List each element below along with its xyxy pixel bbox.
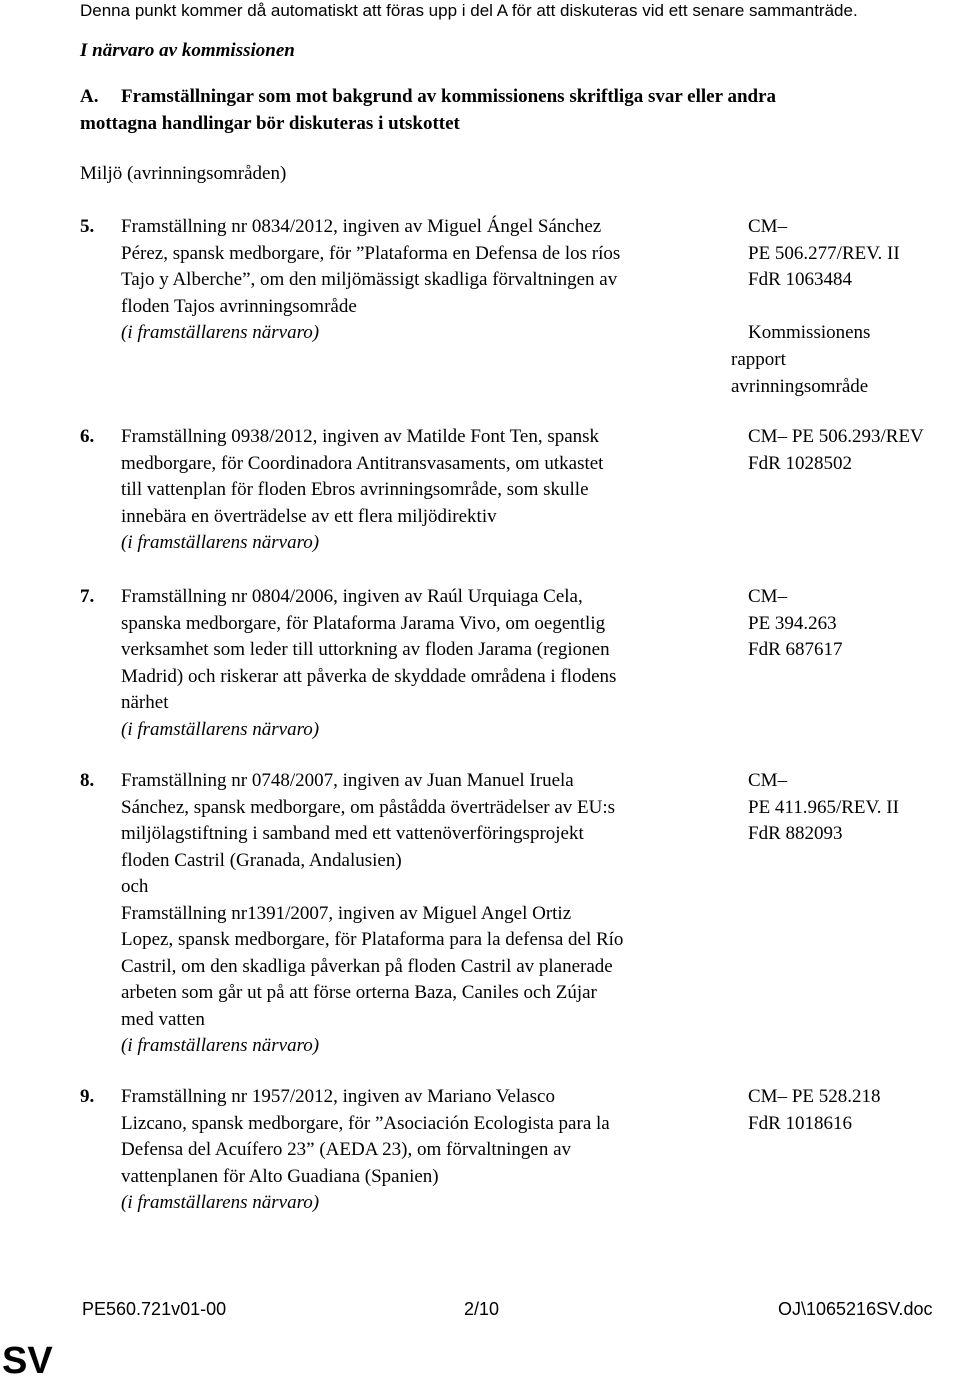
presence-note: (i framställarens närvaro) bbox=[121, 718, 320, 740]
report-line: Kommissionens bbox=[748, 322, 871, 343]
item-line: Framställning nr 0748/2007, ingiven av Juan Manuel Iruela bbox=[121, 770, 574, 791]
item-refs bbox=[748, 768, 899, 848]
presence-note: (i framställarens närvaro) bbox=[121, 1192, 320, 1213]
item-refs bbox=[748, 1084, 881, 1137]
item-line: miljölagstiftning i samband med ett vattenöverföringsprojekt bbox=[121, 823, 584, 844]
ref-line: CM– bbox=[748, 586, 788, 607]
item-number: 7. bbox=[80, 586, 95, 607]
item-line: Framställning nr 0804/2006, ingiven av Raúl Urquiaga Cela, bbox=[121, 586, 583, 607]
ref-line: PE 411.965/REV. II bbox=[748, 796, 899, 818]
item-body bbox=[121, 424, 731, 557]
item-line: Framställning nr1391/2007, ingiven av Miguel Angel Ortiz bbox=[121, 902, 572, 924]
language-code: SV bbox=[2, 1340, 53, 1382]
item-line: Defensa del Acuífero 23” (AEDA 23), om förvaltningen av bbox=[121, 1139, 572, 1160]
item-line: Tajo y Alberche”, om den miljömässigt skadliga förvaltningen av bbox=[121, 269, 618, 290]
ref-line: CM– PE 528.218 bbox=[748, 1086, 881, 1107]
presence-note: (i framställarens närvaro) bbox=[121, 532, 320, 553]
item-line: och bbox=[121, 876, 149, 897]
item-line: närhet bbox=[121, 692, 169, 713]
item-number: 5. bbox=[80, 216, 95, 237]
section-title-line-2: mottagna handlingar bör diskuteras i utskottet bbox=[80, 113, 460, 134]
section-letter: A. bbox=[80, 86, 99, 107]
section-subheading: Miljö (avrinningsområden) bbox=[80, 163, 287, 184]
item-body bbox=[121, 584, 731, 743]
ref-line: FdR 1028502 bbox=[748, 452, 852, 474]
item-line: innebära en överträdelse av ett flera miljödirektiv bbox=[121, 505, 497, 527]
footer-file-name: OJ\1065216SV.doc bbox=[778, 1299, 933, 1319]
footer-page-number: 2/10 bbox=[464, 1299, 500, 1319]
ref-line: PE 394.263 bbox=[748, 612, 837, 634]
item-line: med vatten bbox=[121, 1008, 205, 1030]
item-line: floden Tajos avrinningsområde bbox=[121, 295, 357, 317]
item-refs bbox=[748, 584, 843, 664]
item-number: 9. bbox=[80, 1086, 95, 1107]
footer-document-ref: PE560.721v01-00 bbox=[82, 1299, 227, 1319]
item-line: Pérez, spansk medborgare, för ”Plataforma en Defensa de los ríos bbox=[121, 242, 621, 264]
presence-note: (i framställarens närvaro) bbox=[121, 322, 320, 343]
ref-line: FdR 687617 bbox=[748, 639, 843, 660]
presence-note: (i framställarens närvaro) bbox=[121, 1035, 320, 1056]
item-line: Lopez, spansk medborgare, för Plataforma para la defensa del Río bbox=[121, 929, 624, 950]
report-line: avrinningsområde bbox=[731, 375, 869, 397]
item-report-note-cont bbox=[731, 347, 868, 400]
item-body bbox=[121, 1084, 731, 1217]
item-line: Framställning nr 0834/2012, ingiven av Miguel Ángel Sánchez bbox=[121, 216, 602, 237]
item-line: Lizcano, spansk medborgare, för ”Asociación Ecologista para la bbox=[121, 1112, 610, 1134]
item-report-note bbox=[748, 320, 870, 347]
item-body bbox=[121, 768, 731, 1060]
item-line: till vattenplan för floden Ebros avrinningsområde, som skulle bbox=[121, 479, 589, 500]
ref-line: CM– PE 506.293/REV bbox=[748, 426, 924, 447]
item-line: Madrid) och riskerar att påverka de skyddade områdena i flodens bbox=[121, 665, 617, 687]
item-refs bbox=[748, 424, 924, 477]
item-line: spanska medborgare, för Plataforma Jarama Vivo, om oegentlig bbox=[121, 612, 606, 634]
item-number: 6. bbox=[80, 426, 95, 447]
item-line: Sánchez, spansk medborgare, om påstådda överträdelser av EU:s bbox=[121, 796, 616, 818]
report-line: rapport bbox=[731, 349, 786, 370]
item-line: medborgare, för Coordinadora Antitransvasaments, om utkastet bbox=[121, 452, 604, 474]
item-line: verksamhet som leder till uttorkning av floden Jarama (regionen bbox=[121, 639, 610, 660]
agenda-note: Denna punkt kommer då automatiskt att föras upp i del A för att diskuteras vid ett senare sammanträde. bbox=[80, 1, 858, 20]
ref-line: PE 506.277/REV. II bbox=[748, 242, 900, 264]
section-title-line-1: Framställningar som mot bakgrund av kommissionens skriftliga svar eller andra bbox=[121, 86, 777, 107]
item-line: Castril, om den skadliga påverkan på floden Castril av planerade bbox=[121, 955, 613, 977]
ref-line: FdR 1063484 bbox=[748, 269, 852, 290]
item-number: 8. bbox=[80, 770, 95, 791]
presence-heading: I närvaro av kommissionen bbox=[80, 40, 295, 61]
ref-line: FdR 882093 bbox=[748, 823, 843, 844]
item-line: arbeten som går ut på att förse orterna Baza, Caniles och Zújar bbox=[121, 982, 597, 1003]
ref-line: CM– bbox=[748, 770, 788, 791]
item-line: Framställning nr 1957/2012, ingiven av Mariano Velasco bbox=[121, 1086, 555, 1107]
ref-line: FdR 1018616 bbox=[748, 1112, 852, 1134]
item-line: Framställning 0938/2012, ingiven av Matilde Font Ten, spansk bbox=[121, 426, 600, 447]
item-body bbox=[121, 214, 731, 347]
item-line: vattenplanen för Alto Guadiana (Spanien) bbox=[121, 1165, 439, 1187]
item-refs bbox=[748, 214, 900, 294]
ref-line: CM– bbox=[748, 216, 788, 237]
item-line: floden Castril (Granada, Andalusien) bbox=[121, 849, 402, 871]
